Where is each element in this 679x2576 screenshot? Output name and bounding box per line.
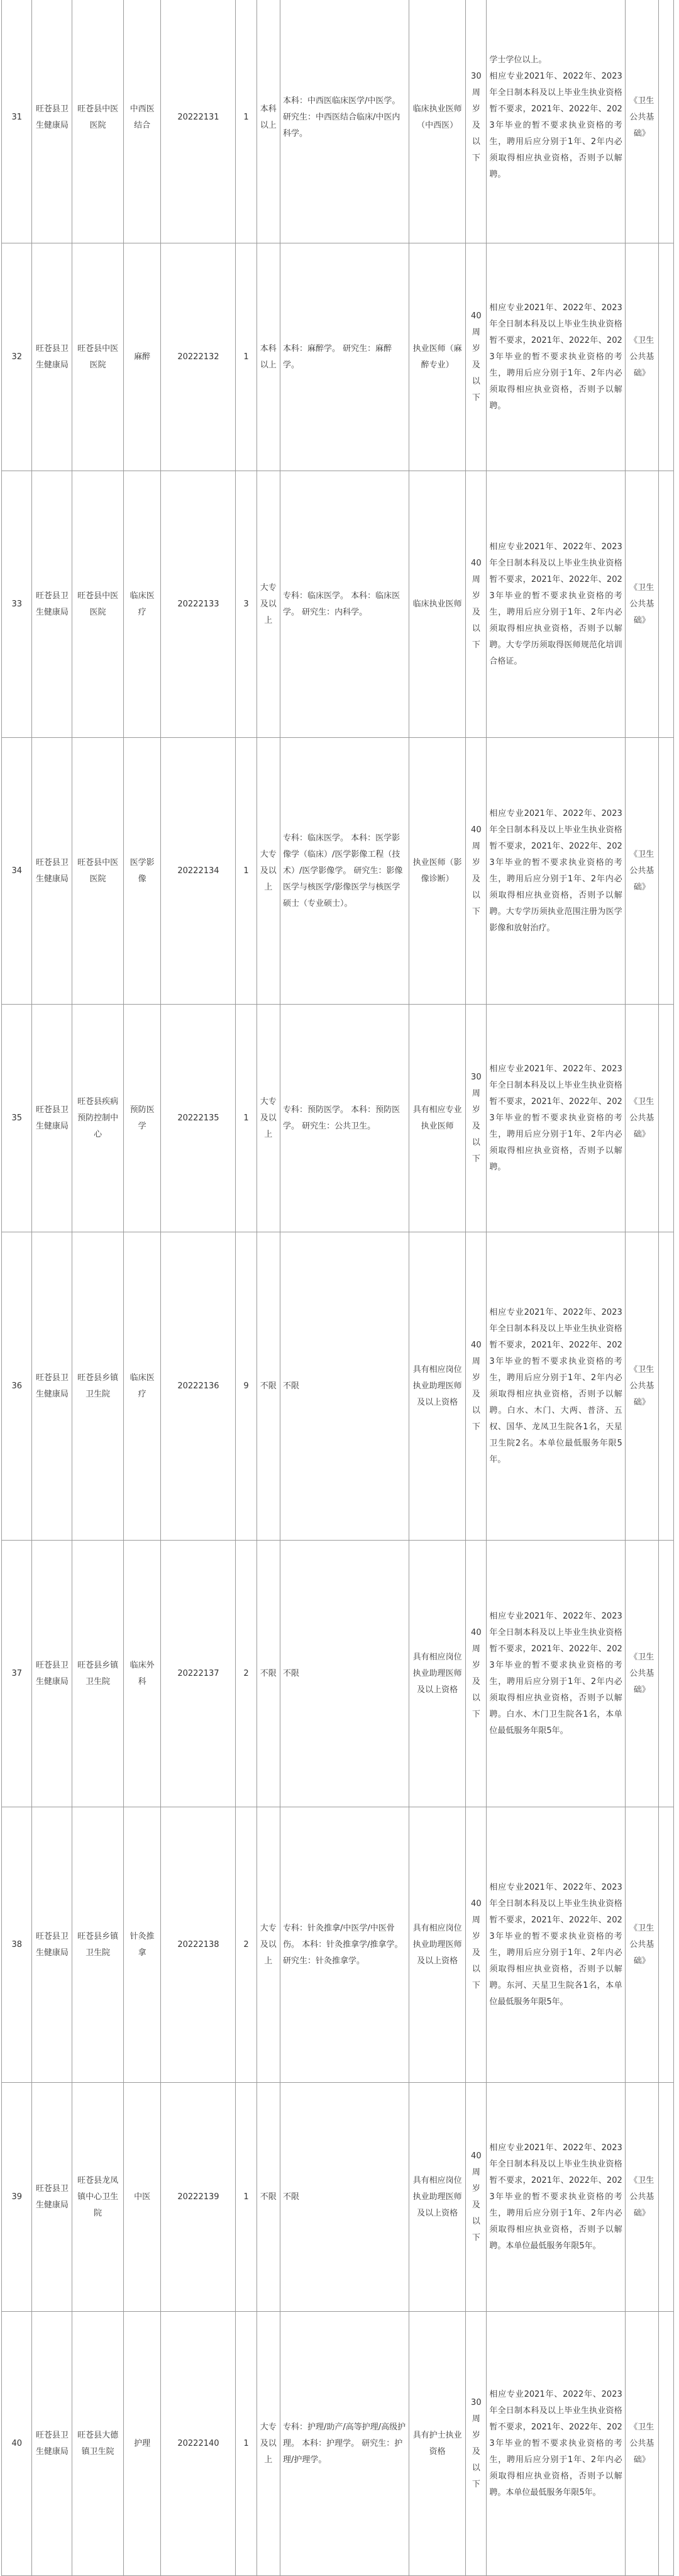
cell-department-text: 旺苍县卫生健康局 (35, 591, 69, 617)
cell-exam-type (625, 1005, 658, 1232)
cell-position-code (161, 1807, 236, 2083)
cell-age-text: 40周岁及以下 (471, 1899, 482, 1990)
cell-education-text: 不限 (260, 1668, 277, 1678)
cell-position-code-text: 20222133 (177, 599, 219, 609)
cell-employer-text: 旺苍县疾病预防控制中心 (77, 1096, 119, 1139)
cell-requirements (487, 1005, 625, 1232)
cell-education (257, 0, 280, 243)
cell-headcount (236, 1807, 257, 2083)
cell-major (280, 471, 409, 738)
cell-position-code (161, 1541, 236, 1807)
cell-age-text: 40周岁及以下 (471, 1627, 482, 1719)
cell-major-text: 本科：麻醉学。 研究生：麻醉学。 (282, 343, 392, 370)
cell-department-text: 旺苍县卫生健康局 (35, 1931, 69, 1958)
cell-blank (658, 1232, 673, 1541)
cell-department (32, 1541, 72, 1807)
cell-position (123, 243, 161, 471)
cell-position-code-text: 20222138 (177, 1939, 219, 1949)
cell-headcount-text: 2 (243, 1939, 249, 1949)
cell-age-text: 40周岁及以下 (471, 311, 482, 403)
cell-major-text: 本科：中西医临床医学/中医学。 研究生：中西医结合临床/中医内科学。 (282, 96, 400, 138)
cell-index (2, 2083, 32, 2312)
cell-department-text: 旺苍县卫生健康局 (35, 2430, 69, 2456)
cell-education (257, 1232, 280, 1541)
cell-major (280, 738, 409, 1005)
cell-requirements (487, 2083, 625, 2312)
cell-position (123, 738, 161, 1005)
cell-headcount-text: 3 (243, 599, 249, 609)
cell-index (2, 1807, 32, 2083)
cell-headcount (236, 2312, 257, 2576)
cell-qualification-text: 具有相应岗位执业助理医师及以上资格 (412, 1652, 462, 1695)
cell-position (123, 0, 161, 243)
cell-headcount (236, 738, 257, 1005)
cell-major (280, 0, 409, 243)
cell-education-text: 大专及以上 (260, 849, 277, 892)
table-row (2, 2312, 674, 2576)
cell-requirements-text: 相应专业2021年、2022年、2023年全日制本科及以上毕业生执业资格暂不要求，2021年、2022年、2023年毕业的暂不要求执业资格的考生，聘用后应分别于1年、2年内必须取得相应执业资格，否则予以解聘。 (489, 71, 622, 179)
cell-age (466, 738, 487, 1005)
cell-requirements-text: 相应专业2021年、2022年、2023年全日制本科及以上毕业生执业资格暂不要求，2021年、2022年、2023年毕业的暂不要求执业资格的考生，聘用后应分别于1年、2年内必须取得相应执业资格，否则予以解聘。本单位最低服务年限5年。 (489, 2389, 622, 2497)
table-row (2, 2083, 674, 2312)
cell-major-text: 专科：临床医学。 本科：临床医学。 研究生：内科学。 (282, 591, 400, 617)
cell-position-text: 针灸推拿 (130, 1931, 155, 1958)
cell-employer-text: 旺苍县乡镇卫生院 (77, 1660, 119, 1687)
cell-headcount (236, 1005, 257, 1232)
recruitment-table (1, 0, 674, 2576)
cell-headcount (236, 1541, 257, 1807)
cell-requirements-text: 相应专业2021年、2022年、2023年全日制本科及以上毕业生执业资格暂不要求，2021年、2022年、2023年毕业的暂不要求执业资格的考生，聘用后应分别于1年、2年内必须取得相应执业资格，否则予以解聘。白水、木门卫生院各1名，本单位最低服务年限5年。 (489, 1611, 622, 1736)
cell-exam-type (625, 1232, 658, 1541)
cell-age-text: 40周岁及以下 (471, 558, 482, 650)
cell-education-text: 本科以上 (260, 343, 277, 370)
cell-exam-type (625, 1807, 658, 2083)
cell-education (257, 1807, 280, 2083)
cell-major-text: 专科：针灸推拿/中医学/中医骨伤。 本科：针灸推拿学/推拿学。 研究生：针灸推拿学。 (282, 1923, 403, 1966)
table-row (2, 738, 674, 1005)
cell-requirements (487, 1807, 625, 2083)
cell-age (466, 243, 487, 471)
cell-employer (72, 2083, 124, 2312)
cell-age (466, 2312, 487, 2576)
cell-major-text: 专科：临床医学。 本科：医学影像学（临床）/医学影像工程（技术）/医学影像学。 研究生：影像医学与核医学/影像医学与核医学硕士（专业硕士）。 (282, 833, 403, 908)
cell-age (466, 1232, 487, 1541)
cell-blank (658, 1807, 673, 2083)
cell-age-text: 40周岁及以下 (471, 2151, 482, 2243)
cell-position-code-text: 20222137 (177, 1668, 219, 1678)
cell-exam-type (625, 2083, 658, 2312)
cell-blank (658, 2312, 673, 2576)
cell-requirements-text: 相应专业2021年、2022年、2023年全日制本科及以上毕业生执业资格暂不要求，2021年、2022年、2023年毕业的暂不要求执业资格的考生，聘用后应分别于1年、2年内必须取得相应执业资格，否则予以解聘。大专学历须取得医师规范化培训合格证。 (489, 542, 622, 666)
cell-position-code (161, 0, 236, 243)
cell-age-text: 30周岁及以下 (471, 1072, 482, 1164)
cell-requirements (487, 1232, 625, 1541)
cell-index-text: 38 (11, 1939, 23, 1949)
cell-position-code (161, 243, 236, 471)
cell-department-text: 旺苍县卫生健康局 (35, 2183, 69, 2210)
cell-qualification (409, 0, 465, 243)
cell-qualification-text: 临床执业医师（中西医） (412, 104, 462, 130)
cell-exam-type (625, 471, 658, 738)
cell-department (32, 471, 72, 738)
cell-qualification (409, 243, 465, 471)
cell-position-text: 预防医学 (130, 1105, 155, 1131)
cell-employer-text: 旺苍县中医医院 (77, 104, 119, 130)
cell-requirements-text: 相应专业2021年、2022年、2023年全日制本科及以上毕业生执业资格暂不要求，2021年、2022年、2023年毕业的暂不要求执业资格的考生，聘用后应分别于1年、2年内必须取得相应执业资格，否则予以解聘。本单位最低服务年限5年。 (489, 2143, 622, 2251)
cell-headcount-text: 1 (243, 866, 249, 876)
cell-index (2, 2312, 32, 2576)
cell-requirements-text: 相应专业2021年、2022年、2023年全日制本科及以上毕业生执业资格暂不要求，2021年、2022年、2023年毕业的暂不要求执业资格的考生，聘用后应分别于1年、2年内必须取得相应执业资格，否则予以解聘。白水、木门、大两、普济、五权、国华、龙凤卫生院各1名，天星卫生院2名。本单位最低服务年限5年。 (489, 1307, 622, 1464)
cell-index (2, 471, 32, 738)
cell-major-text: 不限 (282, 1668, 299, 1678)
cell-qualification-text: 临床执业医师 (412, 599, 462, 609)
cell-qualification (409, 2083, 465, 2312)
cell-department (32, 2312, 72, 2576)
cell-qualification-text: 具有相应专业执业医师 (412, 1105, 462, 1131)
cell-department (32, 243, 72, 471)
cell-major (280, 243, 409, 471)
cell-age (466, 1005, 487, 1232)
cell-age-text: 40周岁及以下 (471, 825, 482, 917)
cell-qualification-text: 执业医师（影像诊断） (412, 857, 462, 884)
cell-department (32, 1807, 72, 2083)
cell-department-text: 旺苍县卫生健康局 (35, 1373, 69, 1399)
cell-position (123, 471, 161, 738)
cell-headcount-text: 1 (243, 352, 249, 362)
cell-position-text: 临床医疗 (130, 1373, 155, 1399)
cell-major-text: 专科：护理/助产/高等护理/高级护理。 本科：护理学。 研究生：护理/护理学。 (282, 2422, 406, 2465)
table-row (2, 1005, 674, 1232)
cell-exam-type (625, 738, 658, 1005)
cell-education-text: 不限 (260, 1381, 277, 1391)
cell-headcount-text: 9 (243, 1381, 249, 1391)
cell-position-code (161, 1005, 236, 1232)
cell-position-code-text: 20222140 (177, 2438, 219, 2448)
cell-employer (72, 471, 124, 738)
cell-qualification (409, 1807, 465, 2083)
cell-index-text: 40 (11, 2438, 23, 2448)
cell-requirements (487, 243, 625, 471)
cell-headcount (236, 1232, 257, 1541)
cell-employer (72, 1807, 124, 2083)
cell-requirements (487, 738, 625, 1005)
cell-major (280, 1541, 409, 1807)
cell-major-text: 不限 (282, 1381, 299, 1391)
cell-exam-type (625, 243, 658, 471)
cell-education-text: 大专及以上 (260, 2422, 277, 2465)
cell-exam-type-text: 《卫生公共基础》 (629, 2175, 654, 2218)
cell-headcount-text: 2 (243, 1668, 249, 1678)
cell-position-text: 护理 (134, 2438, 151, 2448)
cell-requirements-text: 相应专业2021年、2022年、2023年全日制本科及以上毕业生执业资格暂不要求，2021年、2022年、2023年毕业的暂不要求执业资格的考生，聘用后应分别于1年、2年内必须取得相应执业资格，否则予以解聘。东河、天星卫生院各1名，本单位最低服务年限5年。 (489, 1882, 622, 2007)
cell-major-text: 不限 (282, 2192, 299, 2202)
cell-employer-text: 旺苍县乡镇卫生院 (77, 1373, 119, 1399)
cell-index-text: 39 (11, 2192, 23, 2202)
cell-position (123, 2083, 161, 2312)
cell-blank (658, 471, 673, 738)
cell-index (2, 243, 32, 471)
table-body (2, 0, 674, 2576)
table-row (2, 471, 674, 738)
cell-requirements-text: 相应专业2021年、2022年、2023年全日制本科及以上毕业生执业资格暂不要求，2021年、2022年、2023年毕业的暂不要求执业资格的考生，聘用后应分别于1年、2年内必须取得相应执业资格，否则予以解聘。 (489, 1064, 622, 1172)
cell-position-code-text: 20222135 (177, 1113, 219, 1123)
cell-position (123, 2312, 161, 2576)
cell-index (2, 1005, 32, 1232)
cell-qualification (409, 1232, 465, 1541)
cell-index (2, 738, 32, 1005)
cell-exam-type (625, 0, 658, 243)
cell-qualification (409, 738, 465, 1005)
table-row (2, 1541, 674, 1807)
cell-requirements-text: 相应专业2021年、2022年、2023年全日制本科及以上毕业生执业资格暂不要求，2021年、2022年、2023年毕业的暂不要求执业资格的考生，聘用后应分别于1年、2年内必须取得相应执业资格，否则予以解聘。大专学历须执业范围注册为医学影像和放射治疗。 (489, 808, 622, 933)
cell-qualification-text: 具有相应岗位执业助理医师及以上资格 (412, 2175, 462, 2218)
cell-headcount-text: 1 (243, 1113, 249, 1123)
cell-position-text: 临床医疗 (130, 591, 155, 617)
cell-position (123, 1807, 161, 2083)
cell-exam-type-text: 《卫生公共基础》 (629, 1096, 654, 1139)
cell-major (280, 1005, 409, 1232)
cell-qualification-text: 具有相应岗位执业助理医师及以上资格 (412, 1923, 462, 1966)
cell-position-code (161, 1232, 236, 1541)
cell-education-text: 大专及以上 (260, 1923, 277, 1966)
cell-position-text: 临床外科 (130, 1660, 155, 1687)
cell-index-text: 35 (11, 1113, 23, 1123)
cell-index-text: 34 (11, 866, 23, 876)
cell-education-text: 大专及以上 (260, 583, 277, 625)
cell-position-code-text: 20222131 (177, 112, 219, 122)
cell-age (466, 1541, 487, 1807)
cell-age-text: 30周岁及以下 (471, 2397, 482, 2489)
cell-education (257, 738, 280, 1005)
cell-employer (72, 2312, 124, 2576)
cell-blank (658, 0, 673, 243)
cell-employer (72, 243, 124, 471)
cell-exam-type-text: 《卫生公共基础》 (629, 2422, 654, 2465)
cell-blank (658, 1005, 673, 1232)
cell-age-text: 30周岁及以下 (471, 71, 482, 163)
cell-department-text: 旺苍县卫生健康局 (35, 857, 69, 884)
cell-education (257, 471, 280, 738)
cell-position (123, 1005, 161, 1232)
cell-education (257, 243, 280, 471)
cell-qualification (409, 471, 465, 738)
cell-index (2, 1541, 32, 1807)
cell-employer (72, 1541, 124, 1807)
cell-index-text: 33 (11, 599, 23, 609)
cell-position-text: 中医 (134, 2192, 151, 2202)
cell-age-text: 40周岁及以下 (471, 1340, 482, 1432)
cell-department-text: 旺苍县卫生健康局 (35, 1660, 69, 1687)
cell-position-code-text: 20222134 (177, 866, 219, 876)
cell-employer-text: 旺苍县龙凤镇中心卫生院 (77, 2175, 119, 2218)
cell-position-code-text: 20222139 (177, 2192, 219, 2202)
cell-blank (658, 243, 673, 471)
cell-department (32, 0, 72, 243)
cell-exam-type (625, 1541, 658, 1807)
cell-department (32, 1005, 72, 1232)
cell-headcount-text: 1 (243, 112, 249, 122)
cell-position-text: 麻醉 (134, 352, 151, 362)
cell-major-text: 专科：预防医学。 本科：预防医学。 研究生：公共卫生。 (282, 1105, 400, 1131)
cell-qualification-text: 具有护士执业资格 (412, 2430, 462, 2456)
cell-headcount-text: 1 (243, 2438, 249, 2448)
cell-education (257, 1005, 280, 1232)
cell-position (123, 1232, 161, 1541)
cell-blank (658, 738, 673, 1005)
cell-position-code-text: 20222132 (177, 352, 219, 362)
cell-education (257, 2312, 280, 2576)
cell-age (466, 2083, 487, 2312)
cell-education-text: 本科以上 (260, 104, 277, 130)
cell-index (2, 0, 32, 243)
cell-blank (658, 1541, 673, 1807)
cell-employer-text: 旺苍县大德镇卫生院 (77, 2430, 119, 2456)
cell-employer (72, 1005, 124, 1232)
table-row (2, 1807, 674, 2083)
cell-major (280, 2312, 409, 2576)
cell-major (280, 1807, 409, 2083)
cell-employer (72, 1232, 124, 1541)
cell-age (466, 1807, 487, 2083)
cell-exam-type (625, 2312, 658, 2576)
cell-index-text: 36 (11, 1381, 23, 1391)
cell-position-code (161, 2312, 236, 2576)
cell-index-text: 37 (11, 1668, 23, 1678)
cell-position (123, 1541, 161, 1807)
cell-headcount (236, 471, 257, 738)
cell-qualification-text: 具有相应岗位执业助理医师及以上资格 (412, 1364, 462, 1407)
cell-age (466, 0, 487, 243)
cell-employer-text: 旺苍县中医医院 (77, 343, 119, 370)
cell-position-code (161, 471, 236, 738)
cell-age (466, 471, 487, 738)
cell-employer-text: 旺苍县中医医院 (77, 591, 119, 617)
cell-education (257, 1541, 280, 1807)
cell-headcount (236, 243, 257, 471)
cell-index-text: 31 (11, 112, 23, 122)
requirements-fragment: 学士学位以上。 (489, 55, 547, 65)
cell-position-text: 中西医结合 (130, 104, 155, 130)
cell-employer-text: 旺苍县中医医院 (77, 857, 119, 884)
table-row (2, 243, 674, 471)
cell-employer (72, 738, 124, 1005)
cell-requirements (487, 471, 625, 738)
cell-exam-type-text: 《卫生公共基础》 (629, 335, 654, 378)
cell-department-text: 旺苍县卫生健康局 (35, 1105, 69, 1131)
cell-requirements (487, 1541, 625, 1807)
cell-major (280, 1232, 409, 1541)
cell-index-text: 32 (11, 352, 23, 362)
cell-education-text: 不限 (260, 2192, 277, 2202)
cell-position-code (161, 738, 236, 1005)
cell-employer-text: 旺苍县乡镇卫生院 (77, 1931, 119, 1958)
cell-headcount-text: 1 (243, 2192, 249, 2202)
table-row (2, 1232, 674, 1541)
cell-education-text: 大专及以上 (260, 1096, 277, 1139)
cell-position-text: 医学影像 (130, 857, 155, 884)
cell-headcount (236, 2083, 257, 2312)
cell-requirements (487, 0, 625, 243)
cell-index (2, 1232, 32, 1541)
table-row (2, 0, 674, 243)
cell-requirements-text: 相应专业2021年、2022年、2023年全日制本科及以上毕业生执业资格暂不要求，2021年、2022年、2023年毕业的暂不要求执业资格的考生，聘用后应分别于1年、2年内必须取得相应执业资格，否则予以解聘。 (489, 303, 622, 411)
cell-requirements (487, 2312, 625, 2576)
cell-headcount (236, 0, 257, 243)
cell-blank (658, 2083, 673, 2312)
cell-education (257, 2083, 280, 2312)
cell-department (32, 2083, 72, 2312)
cell-position-code (161, 2083, 236, 2312)
cell-employer (72, 0, 124, 243)
cell-exam-type-text: 《卫生公共基础》 (629, 583, 654, 625)
cell-department (32, 1232, 72, 1541)
cell-department-text: 旺苍县卫生健康局 (35, 104, 69, 130)
cell-exam-type-text: 《卫生公共基础》 (629, 849, 654, 892)
cell-qualification (409, 1541, 465, 1807)
cell-exam-type-text: 《卫生公共基础》 (629, 1652, 654, 1695)
cell-department (32, 738, 72, 1005)
cell-exam-type-text: 《卫生公共基础》 (629, 96, 654, 138)
cell-qualification (409, 2312, 465, 2576)
cell-qualification-text: 执业医师（麻醉专业） (412, 343, 462, 370)
cell-qualification (409, 1005, 465, 1232)
cell-exam-type-text: 《卫生公共基础》 (629, 1364, 654, 1407)
cell-position-code-text: 20222136 (177, 1381, 219, 1391)
cell-department-text: 旺苍县卫生健康局 (35, 343, 69, 370)
cell-exam-type-text: 《卫生公共基础》 (629, 1923, 654, 1966)
cell-major (280, 2083, 409, 2312)
